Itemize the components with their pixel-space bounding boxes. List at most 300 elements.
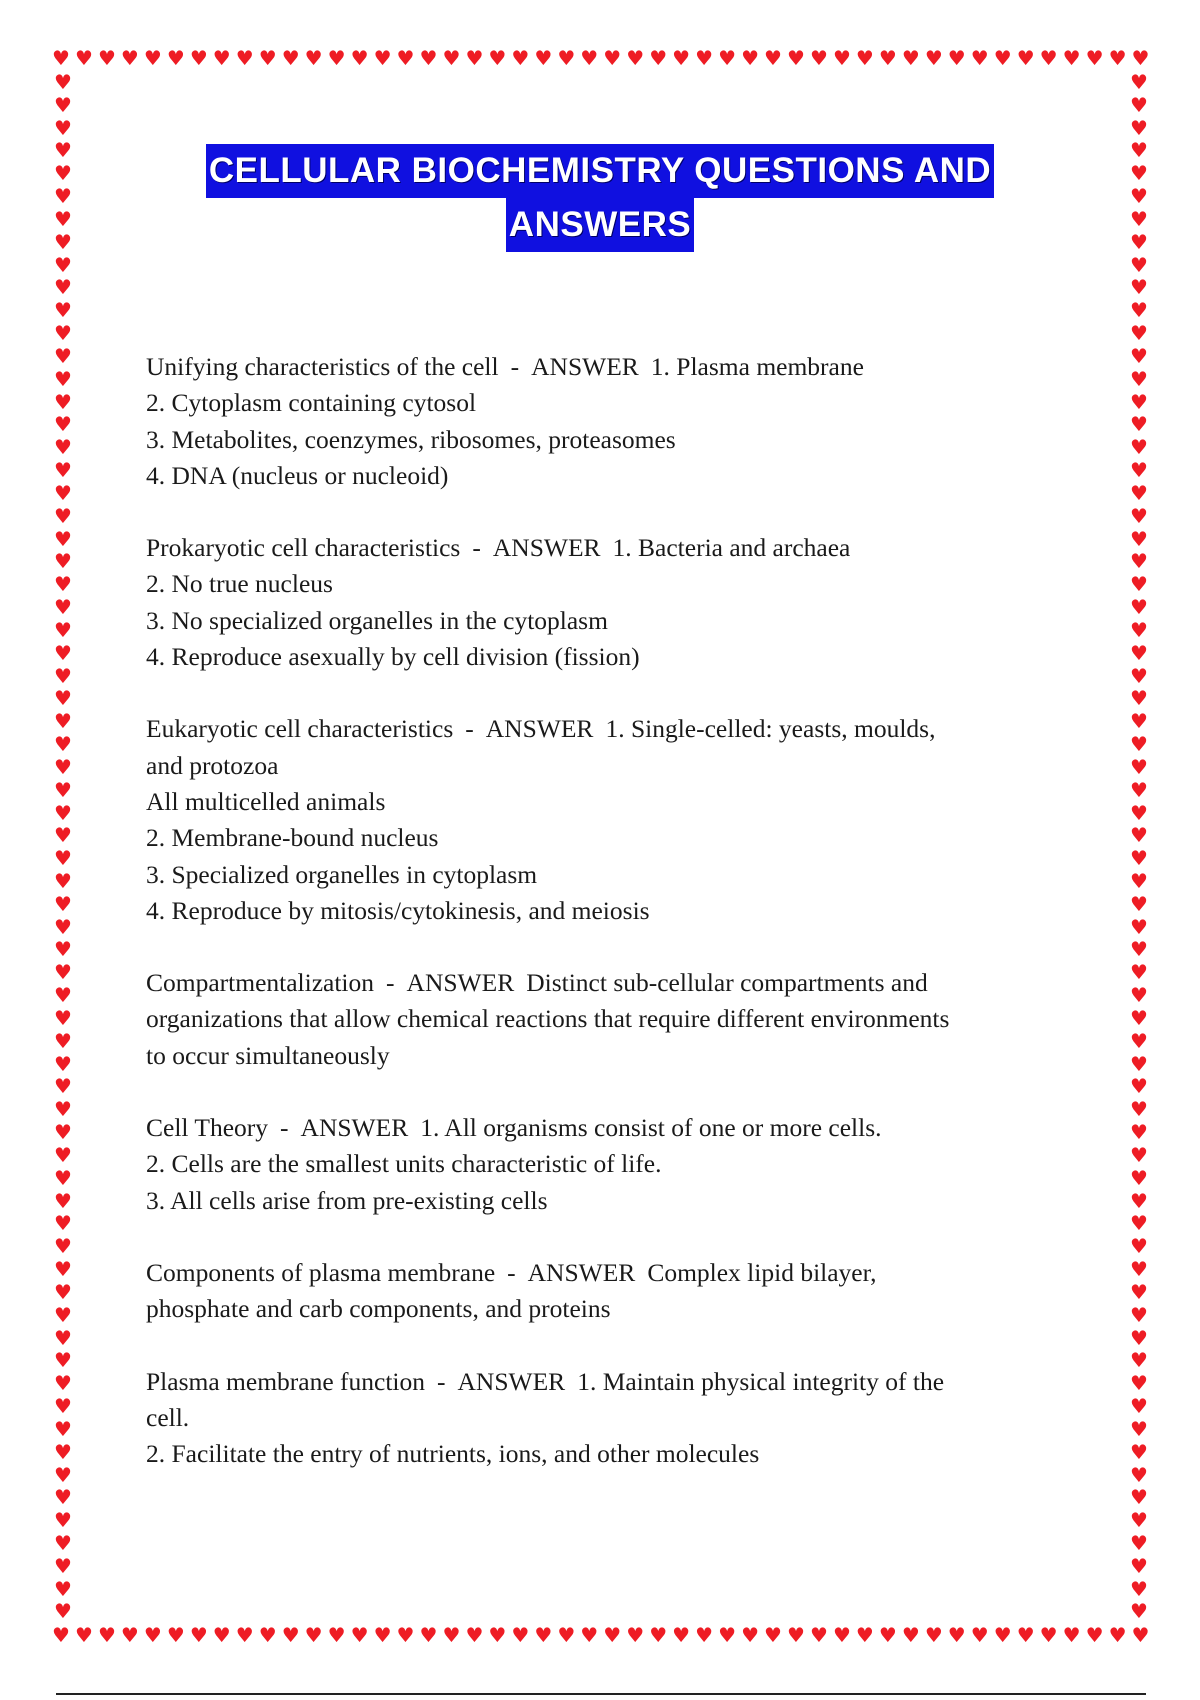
heart-icon: ♥ xyxy=(1130,1097,1148,1122)
answer-line: 3. All cells arise from pre-existing cells xyxy=(146,1185,548,1215)
answer-text: 1. Plasma membrane xyxy=(650,352,864,381)
heart-icon: ♥ xyxy=(1130,275,1148,300)
heart-icon: ♥ xyxy=(741,1625,759,1647)
heart-icon: ♥ xyxy=(54,321,72,346)
qa-item xyxy=(146,1255,1056,1328)
heart-icon: ♥ xyxy=(1130,343,1148,368)
heart-icon: ♥ xyxy=(1130,298,1148,323)
heart-icon: ♥ xyxy=(54,1394,72,1419)
heart-icon: ♥ xyxy=(189,1625,208,1647)
heart-icon: ♥ xyxy=(74,1625,93,1647)
heart-icon: ♥ xyxy=(52,48,70,70)
qa-item xyxy=(146,711,1056,929)
answer-line: organizations that allow chemical reactions that require different environments xyxy=(146,1004,950,1034)
heart-icon: ♥ xyxy=(1130,1028,1148,1053)
heart-icon: ♥ xyxy=(1016,48,1035,70)
heart-border-bottom xyxy=(52,1625,1150,1647)
qa-first-line xyxy=(146,1255,1056,1291)
heart-icon: ♥ xyxy=(1130,572,1148,597)
answer-text: 1. All organisms consist of one or more cells. xyxy=(420,1113,882,1143)
heart-icon: ♥ xyxy=(1130,389,1148,414)
heart-icon: ♥ xyxy=(626,1625,645,1647)
heart-icon: ♥ xyxy=(580,1625,599,1647)
heart-icon: ♥ xyxy=(1130,1279,1148,1304)
heart-icon: ♥ xyxy=(54,503,72,528)
heart-icon: ♥ xyxy=(120,1625,139,1647)
heart-icon: ♥ xyxy=(1130,732,1148,757)
answer-text: Distinct sub-cellular compartments and xyxy=(526,968,928,998)
heart-icon: ♥ xyxy=(1062,1625,1081,1647)
question-text: Unifying characteristics of the cell xyxy=(146,352,499,381)
heart-icon: ♥ xyxy=(764,1625,782,1647)
heart-icon: ♥ xyxy=(832,1625,851,1647)
page-title xyxy=(140,144,1060,252)
heart-icon: ♥ xyxy=(511,48,530,70)
heart-icon: ♥ xyxy=(832,48,851,70)
heart-icon: ♥ xyxy=(373,48,392,70)
heart-icon: ♥ xyxy=(120,48,139,70)
heart-icon: ♥ xyxy=(1130,1371,1148,1396)
heart-icon: ♥ xyxy=(1130,229,1148,254)
heart-icon: ♥ xyxy=(1130,777,1148,802)
heart-icon: ♥ xyxy=(970,48,989,70)
heart-icon: ♥ xyxy=(809,48,828,70)
heart-icon: ♥ xyxy=(1130,914,1148,939)
qa-item xyxy=(146,349,1056,494)
heart-icon: ♥ xyxy=(855,1625,874,1647)
heart-icon: ♥ xyxy=(54,846,72,871)
heart-icon: ♥ xyxy=(54,777,72,802)
heart-icon: ♥ xyxy=(97,48,116,70)
answer-line: phosphate and carb components, and proteins xyxy=(146,1294,611,1324)
qa-first-line xyxy=(146,711,1056,747)
answer-label: ANSWER xyxy=(457,1366,566,1396)
heart-icon: ♥ xyxy=(54,709,72,734)
answer-line: 4. Reproduce asexually by cell division (fission) xyxy=(146,642,640,672)
heart-icon: ♥ xyxy=(54,1211,72,1236)
answer-label: ANSWER xyxy=(531,352,639,381)
heart-icon: ♥ xyxy=(695,48,714,70)
answer-label: ANSWER xyxy=(492,533,601,563)
heart-icon: ♥ xyxy=(1130,846,1148,871)
heart-icon: ♥ xyxy=(54,663,72,688)
heart-icon: ♥ xyxy=(1130,503,1148,528)
qa-item xyxy=(146,1110,1056,1219)
heart-icon: ♥ xyxy=(1130,412,1148,437)
heart-icon: ♥ xyxy=(143,1625,162,1647)
heart-icon: ♥ xyxy=(718,48,737,70)
heart-icon: ♥ xyxy=(901,1625,920,1647)
qa-first-line xyxy=(146,965,1056,1001)
heart-icon: ♥ xyxy=(54,1097,72,1122)
heart-icon: ♥ xyxy=(54,1257,72,1282)
heart-icon: ♥ xyxy=(143,48,162,70)
qa-item xyxy=(146,965,1056,1074)
heart-icon: ♥ xyxy=(1130,161,1148,186)
answer-line: All multicelled animals xyxy=(146,786,386,816)
heart-icon: ♥ xyxy=(54,412,72,437)
question-text: Prokaryotic cell characteristics xyxy=(146,533,461,563)
heart-icon: ♥ xyxy=(419,48,438,70)
heart-icon: ♥ xyxy=(924,48,943,70)
heart-icon: ♥ xyxy=(809,1625,828,1647)
heart-icon: ♥ xyxy=(54,115,72,140)
heart-icon: ♥ xyxy=(488,1625,507,1647)
heart-icon: ♥ xyxy=(54,366,72,391)
heart-icon: ♥ xyxy=(1130,252,1148,277)
heart-icon: ♥ xyxy=(970,1625,989,1647)
heart-icon: ♥ xyxy=(947,1625,966,1647)
heart-icon: ♥ xyxy=(396,48,415,70)
heart-icon: ♥ xyxy=(1130,1325,1148,1350)
heart-icon: ♥ xyxy=(1130,1074,1148,1099)
heart-icon: ♥ xyxy=(54,1279,72,1304)
heart-icon: ♥ xyxy=(54,72,72,94)
answer-label: ANSWER xyxy=(527,1257,636,1287)
heart-icon: ♥ xyxy=(54,184,72,209)
answer-label: ANSWER xyxy=(300,1113,409,1143)
heart-icon: ♥ xyxy=(557,1625,576,1647)
heart-icon: ♥ xyxy=(511,1625,530,1647)
heart-icon: ♥ xyxy=(54,161,72,186)
separator-dash: - xyxy=(437,1366,446,1396)
heart-icon: ♥ xyxy=(235,48,254,70)
heart-icon: ♥ xyxy=(1130,1165,1148,1190)
heart-icon: ♥ xyxy=(1130,937,1148,962)
heart-icon: ♥ xyxy=(52,1625,70,1647)
heart-icon: ♥ xyxy=(603,48,622,70)
heart-icon: ♥ xyxy=(281,1625,300,1647)
heart-icon: ♥ xyxy=(1062,48,1081,70)
heart-icon: ♥ xyxy=(54,480,72,505)
question-text: Components of plasma membrane xyxy=(146,1257,496,1287)
heart-icon: ♥ xyxy=(212,1625,231,1647)
heart-icon: ♥ xyxy=(1130,526,1148,551)
heart-icon: ♥ xyxy=(54,1508,72,1533)
heart-icon: ♥ xyxy=(580,48,599,70)
heart-icon: ♥ xyxy=(1039,1625,1058,1647)
answer-line: 2. Cells are the smallest units characteristic of life. xyxy=(146,1149,662,1179)
heart-icon: ♥ xyxy=(166,48,185,70)
heart-icon: ♥ xyxy=(189,48,208,70)
heart-icon: ♥ xyxy=(54,937,72,962)
heart-icon: ♥ xyxy=(924,1625,943,1647)
answer-text: Complex lipid bilayer, xyxy=(647,1257,877,1287)
heart-icon: ♥ xyxy=(54,686,72,711)
question-text: Eukaryotic cell characteristics xyxy=(146,714,454,744)
heart-icon: ♥ xyxy=(54,252,72,277)
heart-icon: ♥ xyxy=(1130,1005,1148,1030)
heart-icon: ♥ xyxy=(1130,115,1148,140)
heart-icon: ♥ xyxy=(1130,1302,1148,1327)
heart-icon: ♥ xyxy=(54,1348,72,1373)
heart-icon: ♥ xyxy=(54,1553,72,1578)
heart-icon: ♥ xyxy=(947,48,966,70)
heart-icon: ♥ xyxy=(787,1625,805,1647)
heart-icon: ♥ xyxy=(626,48,645,70)
heart-icon: ♥ xyxy=(1085,48,1104,70)
heart-icon: ♥ xyxy=(54,1074,72,1099)
question-text: Compartmentalization xyxy=(146,968,375,998)
heart-icon: ♥ xyxy=(787,48,805,70)
heart-icon: ♥ xyxy=(1130,891,1148,916)
heart-icon: ♥ xyxy=(718,1625,737,1647)
answer-line: 2. Membrane-bound nucleus xyxy=(146,823,439,853)
heart-icon: ♥ xyxy=(695,1625,714,1647)
heart-icon: ♥ xyxy=(1130,983,1148,1008)
heart-icon: ♥ xyxy=(1130,868,1148,893)
heart-icon: ♥ xyxy=(649,48,668,70)
heart-icon: ♥ xyxy=(54,595,72,620)
heart-icon: ♥ xyxy=(1108,48,1127,70)
answer-line: cell. xyxy=(146,1402,190,1432)
heart-icon: ♥ xyxy=(54,732,72,757)
separator-dash: - xyxy=(507,1257,516,1287)
heart-icon: ♥ xyxy=(373,1625,392,1647)
heart-icon: ♥ xyxy=(54,891,72,916)
heart-icon: ♥ xyxy=(1039,48,1058,70)
heart-icon: ♥ xyxy=(442,48,461,70)
heart-border-left xyxy=(52,72,74,1622)
heart-icon: ♥ xyxy=(54,960,72,985)
qa-first-line xyxy=(146,1110,1056,1146)
heart-icon: ♥ xyxy=(1130,1120,1148,1145)
answer-line: 3. No specialized organelles in the cytoplasm xyxy=(146,605,608,635)
heart-icon: ♥ xyxy=(1130,549,1148,574)
heart-icon: ♥ xyxy=(1130,823,1148,848)
heart-icon: ♥ xyxy=(54,572,72,597)
heart-icon: ♥ xyxy=(1130,1348,1148,1373)
heart-icon: ♥ xyxy=(1108,1625,1127,1647)
heart-icon: ♥ xyxy=(97,1625,116,1647)
heart-icon: ♥ xyxy=(54,389,72,414)
heart-icon: ♥ xyxy=(54,1416,72,1441)
heart-icon: ♥ xyxy=(465,1625,484,1647)
heart-icon: ♥ xyxy=(304,48,323,70)
heart-icon: ♥ xyxy=(1130,435,1148,460)
heart-icon: ♥ xyxy=(54,92,72,117)
answer-label: ANSWER xyxy=(485,714,594,744)
heart-icon: ♥ xyxy=(54,1302,72,1327)
heart-icon: ♥ xyxy=(1130,1531,1148,1555)
answer-line: and protozoa xyxy=(146,750,279,780)
heart-icon: ♥ xyxy=(74,48,93,70)
heart-icon: ♥ xyxy=(54,1371,72,1396)
heart-icon: ♥ xyxy=(54,229,72,254)
answer-line: 3. Metabolites, coenzymes, ribosomes, proteasomes xyxy=(146,424,676,454)
heart-icon: ♥ xyxy=(166,1625,185,1647)
answer-text: 1. Bacteria and archaea xyxy=(612,533,851,563)
heart-icon: ♥ xyxy=(672,48,691,70)
heart-icon: ♥ xyxy=(54,1120,72,1145)
heart-icon: ♥ xyxy=(54,868,72,893)
qa-first-line xyxy=(146,1364,1056,1400)
heart-icon: ♥ xyxy=(1130,1599,1148,1622)
heart-icon: ♥ xyxy=(1130,1234,1148,1259)
heart-icon: ♥ xyxy=(1130,321,1148,346)
heart-icon: ♥ xyxy=(1130,1394,1148,1419)
heart-icon: ♥ xyxy=(672,1625,691,1647)
heart-icon: ♥ xyxy=(54,549,72,574)
heart-icon: ♥ xyxy=(1130,480,1148,505)
heart-icon: ♥ xyxy=(1130,366,1148,391)
heart-icon: ♥ xyxy=(1130,1485,1148,1510)
heart-icon: ♥ xyxy=(1130,1142,1148,1167)
heart-icon: ♥ xyxy=(54,1439,72,1464)
heart-icon: ♥ xyxy=(419,1625,438,1647)
heart-border-top xyxy=(52,48,1150,70)
heart-icon: ♥ xyxy=(1130,686,1148,711)
heart-icon: ♥ xyxy=(1130,754,1148,779)
question-text: Cell Theory xyxy=(146,1113,269,1143)
heart-icon: ♥ xyxy=(855,48,874,70)
heart-icon: ♥ xyxy=(603,1625,622,1647)
heart-icon: ♥ xyxy=(54,1462,72,1487)
heart-icon: ♥ xyxy=(54,1234,72,1259)
heart-icon: ♥ xyxy=(54,1485,72,1510)
heart-icon: ♥ xyxy=(54,138,72,163)
heart-icon: ♥ xyxy=(54,914,72,939)
heart-icon: ♥ xyxy=(1130,1257,1148,1282)
heart-icon: ♥ xyxy=(327,48,346,70)
heart-icon: ♥ xyxy=(1131,48,1150,70)
heart-icon: ♥ xyxy=(442,1625,461,1647)
answer-line: 3. Specialized organelles in cytoplasm xyxy=(146,859,538,889)
heart-icon: ♥ xyxy=(54,823,72,848)
heart-icon: ♥ xyxy=(1130,617,1148,642)
heart-icon: ♥ xyxy=(1016,1625,1035,1647)
heart-icon: ♥ xyxy=(1130,1553,1148,1578)
answer-label: ANSWER xyxy=(406,968,515,998)
heart-icon: ♥ xyxy=(258,48,277,70)
heart-icon: ♥ xyxy=(1130,1462,1148,1487)
heart-icon: ♥ xyxy=(54,617,72,642)
heart-icon: ♥ xyxy=(1130,1416,1148,1441)
heart-icon: ♥ xyxy=(327,1625,346,1647)
heart-icon: ♥ xyxy=(54,983,72,1008)
qa-list xyxy=(146,349,1056,1508)
question-text: Plasma membrane function xyxy=(146,1366,426,1396)
answer-line: 4. DNA (nucleus or nucleoid) xyxy=(146,460,449,490)
heart-icon: ♥ xyxy=(304,1625,323,1647)
heart-icon: ♥ xyxy=(350,48,369,70)
heart-icon: ♥ xyxy=(1130,1508,1148,1533)
heart-icon: ♥ xyxy=(350,1625,369,1647)
heart-icon: ♥ xyxy=(54,640,72,665)
heart-icon: ♥ xyxy=(1130,1211,1148,1236)
heart-icon: ♥ xyxy=(741,48,759,70)
heart-icon: ♥ xyxy=(54,458,72,483)
heart-icon: ♥ xyxy=(54,1531,72,1555)
answer-text: 1. Single-celled: yeasts, moulds, xyxy=(605,714,936,744)
heart-icon: ♥ xyxy=(1130,640,1148,665)
heart-icon: ♥ xyxy=(993,1625,1012,1647)
title-line-2: ANSWERS xyxy=(506,198,694,252)
heart-icon: ♥ xyxy=(1130,1188,1148,1213)
title-line-1: CELLULAR BIOCHEMISTRY QUESTIONS AND xyxy=(206,144,994,198)
heart-icon: ♥ xyxy=(54,1005,72,1030)
heart-icon: ♥ xyxy=(901,48,920,70)
heart-icon: ♥ xyxy=(54,1051,72,1076)
heart-icon: ♥ xyxy=(1130,595,1148,620)
heart-icon: ♥ xyxy=(54,800,72,825)
heart-icon: ♥ xyxy=(54,526,72,551)
heart-icon: ♥ xyxy=(488,48,507,70)
heart-border-right xyxy=(1128,72,1150,1622)
answer-line: to occur simultaneously xyxy=(146,1040,390,1070)
heart-icon: ♥ xyxy=(1130,1051,1148,1076)
heart-icon: ♥ xyxy=(212,48,231,70)
heart-icon: ♥ xyxy=(1130,663,1148,688)
heart-icon: ♥ xyxy=(54,1165,72,1190)
heart-icon: ♥ xyxy=(54,1028,72,1053)
answer-line: 2. No true nucleus xyxy=(146,569,333,599)
heart-icon: ♥ xyxy=(258,1625,277,1647)
heart-icon: ♥ xyxy=(1085,1625,1104,1647)
heart-icon: ♥ xyxy=(993,48,1012,70)
heart-icon: ♥ xyxy=(465,48,484,70)
heart-icon: ♥ xyxy=(54,298,72,323)
heart-icon: ♥ xyxy=(878,48,897,70)
answer-line: 2. Facilitate the entry of nutrients, ions, and other molecules xyxy=(146,1439,760,1469)
qa-item xyxy=(146,1364,1056,1473)
heart-icon: ♥ xyxy=(878,1625,897,1647)
heart-icon: ♥ xyxy=(1130,92,1148,117)
heart-icon: ♥ xyxy=(54,1188,72,1213)
separator-dash: - xyxy=(465,714,474,744)
heart-icon: ♥ xyxy=(1131,1625,1150,1647)
heart-icon: ♥ xyxy=(54,1325,72,1350)
separator-dash: - xyxy=(510,352,520,381)
heart-icon: ♥ xyxy=(534,48,553,70)
separator-dash: - xyxy=(280,1113,289,1143)
heart-icon: ♥ xyxy=(764,48,782,70)
answer-line: 4. Reproduce by mitosis/cytokinesis, and meiosis xyxy=(146,895,650,925)
heart-icon: ♥ xyxy=(54,435,72,460)
heart-icon: ♥ xyxy=(54,1142,72,1167)
heart-icon: ♥ xyxy=(1130,1439,1148,1464)
heart-icon: ♥ xyxy=(54,754,72,779)
heart-icon: ♥ xyxy=(281,48,300,70)
heart-icon: ♥ xyxy=(1130,1576,1148,1601)
heart-icon: ♥ xyxy=(54,343,72,368)
heart-icon: ♥ xyxy=(534,1625,553,1647)
answer-line: 2. Cytoplasm containing cytosol xyxy=(146,388,477,418)
heart-icon: ♥ xyxy=(1130,960,1148,985)
separator-dash: - xyxy=(386,968,395,998)
heart-icon: ♥ xyxy=(54,275,72,300)
heart-icon: ♥ xyxy=(557,48,576,70)
qa-item xyxy=(146,530,1056,675)
footer-divider xyxy=(56,1693,1146,1695)
qa-first-line xyxy=(146,349,1056,385)
separator-dash: - xyxy=(472,533,481,563)
heart-icon: ♥ xyxy=(1130,800,1148,825)
heart-icon: ♥ xyxy=(1130,184,1148,209)
heart-icon: ♥ xyxy=(1130,72,1148,94)
heart-icon: ♥ xyxy=(396,1625,415,1647)
heart-icon: ♥ xyxy=(235,1625,254,1647)
heart-icon: ♥ xyxy=(54,206,72,231)
answer-text: 1. Maintain physical integrity of the xyxy=(577,1366,945,1396)
heart-icon: ♥ xyxy=(54,1599,72,1622)
heart-icon: ♥ xyxy=(649,1625,668,1647)
heart-icon: ♥ xyxy=(54,1576,72,1601)
heart-icon: ♥ xyxy=(1130,206,1148,231)
heart-icon: ♥ xyxy=(1130,709,1148,734)
heart-icon: ♥ xyxy=(1130,138,1148,163)
heart-icon: ♥ xyxy=(1130,458,1148,483)
